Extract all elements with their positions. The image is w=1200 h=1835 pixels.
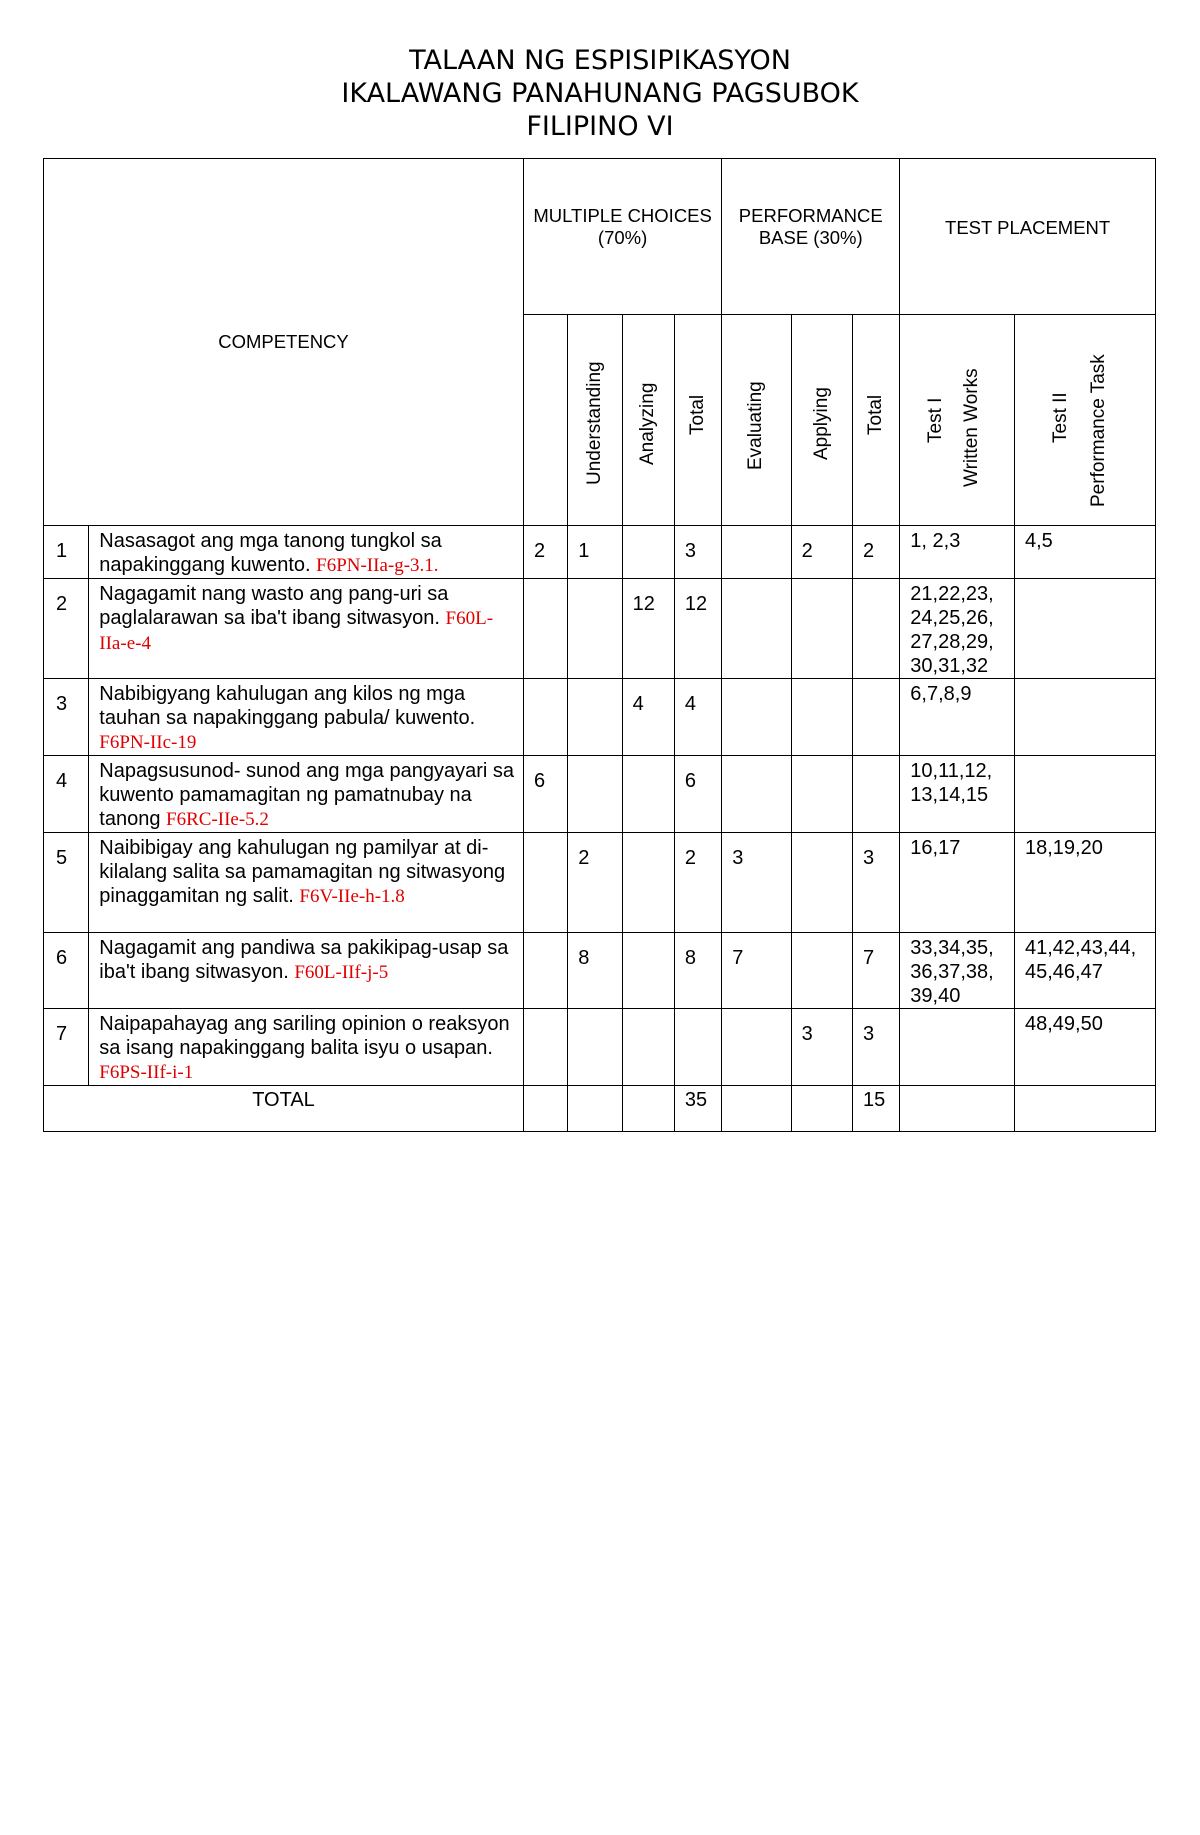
test2-items-cell	[1014, 756, 1155, 833]
item-count-cell: 1	[568, 526, 622, 579]
item-count-cell	[524, 679, 568, 756]
competency-cell	[89, 679, 524, 756]
competency-text: Nagagamit ang pandiwa sa pakikipag-usap sa iba't ibang sitwasyon.	[99, 937, 509, 983]
competency-code: F6PS-IIf-i-1	[99, 1062, 194, 1083]
item-count-cell: 3	[674, 526, 721, 579]
item-count-cell	[791, 579, 852, 679]
item-count-cell	[853, 756, 900, 833]
test-placement-label: TEST PLACEMENT	[945, 217, 1111, 238]
item-count-cell: 3	[722, 833, 791, 933]
test2-items-cell	[1014, 679, 1155, 756]
test2-items-cell: 4,5	[1014, 526, 1155, 579]
item-count-cell: 8	[568, 933, 622, 1009]
item-count-cell	[568, 1009, 622, 1086]
total-label: TOTAL	[44, 1086, 524, 1132]
row-number: 4	[44, 756, 89, 833]
analyzing-label: Analyzing	[637, 382, 659, 465]
understanding-label: Understanding	[583, 361, 605, 485]
mc-total-label: Total	[687, 394, 709, 435]
pb-total-header	[853, 315, 900, 526]
competency-text: Naibibigay ang kahulugan ng pamilyar at di-kilalang salita sa pamamagitan ng sitwasyong pinaggamitan ng salit.	[99, 837, 506, 907]
row-number: 7	[44, 1009, 89, 1086]
test2-label: Test II	[1049, 392, 1071, 443]
competency-code: F6PN-IIa-g-3.1.	[316, 555, 439, 576]
specification-table	[43, 158, 1156, 1132]
item-count-cell: 7	[853, 933, 900, 1009]
test2-header	[1014, 315, 1155, 526]
item-count-cell: 3	[853, 1009, 900, 1086]
competency-rows	[44, 526, 1156, 1086]
test1-items-cell: 10,11,12, 13,14,15	[900, 756, 1015, 833]
row-number: 2	[44, 579, 89, 679]
test2-items-cell: 18,19,20	[1014, 833, 1155, 933]
item-count-cell	[791, 679, 852, 756]
test1-items-cell: 21,22,23, 24,25,26, 27,28,29, 30,31,32	[900, 579, 1015, 679]
total-pb: 15	[853, 1086, 900, 1132]
understanding-header	[568, 315, 622, 526]
performance-base-header	[722, 159, 900, 315]
multiple-choice-header	[524, 159, 722, 315]
competency-code: F60L-IIf-j-5	[294, 962, 389, 983]
row-number: 5	[44, 833, 89, 933]
item-count-cell: 8	[674, 933, 721, 1009]
test1-label: Test I	[925, 397, 947, 443]
item-count-cell: 2	[674, 833, 721, 933]
competency-cell	[89, 526, 524, 579]
item-count-cell	[622, 833, 674, 933]
test-placement-header	[900, 159, 1156, 315]
test1-items-cell: 33,34,35, 36,37,38, 39,40	[900, 933, 1015, 1009]
multiple-choice-label: MULTIPLE CHOICES (70%)	[533, 205, 712, 248]
item-count-cell	[791, 833, 852, 933]
total-empty-1	[524, 1086, 568, 1132]
title-line-3: FILIPINO VI	[526, 111, 674, 142]
test2-items-cell	[1014, 579, 1155, 679]
competency-text: Naipapahayag ang sariling opinion o reaksyon sa isang napakinggang balita isyu o usapan.	[99, 1013, 510, 1059]
analyzing-header	[622, 315, 674, 526]
total-empty-7	[1014, 1086, 1155, 1132]
evaluating-header	[722, 315, 791, 526]
test1-items-cell: 6,7,8,9	[900, 679, 1015, 756]
item-count-cell	[853, 579, 900, 679]
competency-text: Nagagamit nang wasto ang pang-uri sa paglalarawan sa iba't ibang sitwasyon.	[99, 583, 449, 629]
total-mc: 35	[674, 1086, 721, 1132]
total-empty-2	[568, 1086, 622, 1132]
total-empty-6	[900, 1086, 1015, 1132]
item-count-cell: 12	[674, 579, 721, 679]
row-number: 3	[44, 679, 89, 756]
competency-cell	[89, 1009, 524, 1086]
test1-items-cell	[900, 1009, 1015, 1086]
blank-subheader	[524, 315, 568, 526]
competency-code: F6RC-IIe-5.2	[166, 809, 269, 830]
competency-code: F6V-IIe-h-1.8	[299, 886, 405, 907]
table-row	[44, 526, 1156, 579]
competency-cell	[89, 756, 524, 833]
item-count-cell	[722, 526, 791, 579]
title-line-2: IKALAWANG PANAHUNANG PAGSUBOK	[341, 78, 859, 109]
performance-base-label: PERFORMANCE BASE (30%)	[738, 205, 883, 248]
competency-header	[44, 159, 524, 526]
total-empty-3	[622, 1086, 674, 1132]
item-count-cell	[722, 579, 791, 679]
item-count-cell: 2	[791, 526, 852, 579]
competency-cell	[89, 833, 524, 933]
item-count-cell	[622, 756, 674, 833]
item-count-cell	[791, 756, 852, 833]
test1-header	[900, 315, 1015, 526]
total-empty-4	[722, 1086, 791, 1132]
row-number: 6	[44, 933, 89, 1009]
mc-total-header	[674, 315, 721, 526]
title-line-1: TALAAN NG ESPISIPIKASYON	[409, 45, 791, 76]
competency-cell	[89, 933, 524, 1009]
item-count-cell: 6	[524, 756, 568, 833]
item-count-cell	[791, 933, 852, 1009]
item-count-cell: 2	[524, 526, 568, 579]
item-count-cell: 2	[853, 526, 900, 579]
item-count-cell	[722, 679, 791, 756]
evaluating-label: Evaluating	[745, 381, 767, 470]
item-count-cell: 3	[791, 1009, 852, 1086]
table-row	[44, 933, 1156, 1009]
item-count-cell	[622, 526, 674, 579]
table-row	[44, 579, 1156, 679]
document-title	[0, 44, 1200, 143]
item-count-cell	[722, 756, 791, 833]
written-works-label: Written Works	[961, 368, 983, 487]
item-count-cell: 3	[853, 833, 900, 933]
applying-header	[791, 315, 852, 526]
table-row	[44, 756, 1156, 833]
competency-text: Napagsusunod- sunod ang mga pangyayari sa kuwento pamamagitan ng pamatnubay na tanong	[99, 760, 515, 830]
item-count-cell	[568, 756, 622, 833]
item-count-cell	[568, 579, 622, 679]
competency-code: F60L-IIa-e-4	[99, 608, 494, 654]
item-count-cell: 12	[622, 579, 674, 679]
total-empty-5	[791, 1086, 852, 1132]
item-count-cell	[524, 1009, 568, 1086]
item-count-cell	[674, 1009, 721, 1086]
total-row	[44, 1086, 1156, 1132]
item-count-cell	[524, 933, 568, 1009]
table-row	[44, 679, 1156, 756]
competency-code: F6PN-IIc-19	[99, 732, 197, 753]
item-count-cell: 4	[622, 679, 674, 756]
competency-header-label: COMPETENCY	[218, 331, 349, 352]
test1-items-cell: 16,17	[900, 833, 1015, 933]
item-count-cell: 4	[674, 679, 721, 756]
performance-task-label: Performance Task	[1087, 354, 1109, 507]
test2-items-cell: 48,49,50	[1014, 1009, 1155, 1086]
item-count-cell	[622, 933, 674, 1009]
applying-label: Applying	[810, 387, 832, 460]
item-count-cell	[622, 1009, 674, 1086]
row-number: 1	[44, 526, 89, 579]
item-count-cell	[524, 833, 568, 933]
item-count-cell	[568, 679, 622, 756]
item-count-cell	[524, 579, 568, 679]
competency-text: Nasasagot ang mga tanong tungkol sa napakinggang kuwento.	[99, 530, 442, 576]
competency-cell	[89, 579, 524, 679]
test2-items-cell: 41,42,43,44, 45,46,47	[1014, 933, 1155, 1009]
table-row	[44, 833, 1156, 933]
item-count-cell: 6	[674, 756, 721, 833]
test1-items-cell: 1, 2,3	[900, 526, 1015, 579]
item-count-cell: 2	[568, 833, 622, 933]
item-count-cell	[722, 1009, 791, 1086]
pb-total-label: Total	[865, 394, 887, 435]
table-row	[44, 1009, 1156, 1086]
item-count-cell: 7	[722, 933, 791, 1009]
item-count-cell	[853, 679, 900, 756]
competency-text: Nabibigyang kahulugan ang kilos ng mga tauhan sa napakinggang pabula/ kuwento.	[99, 683, 476, 729]
